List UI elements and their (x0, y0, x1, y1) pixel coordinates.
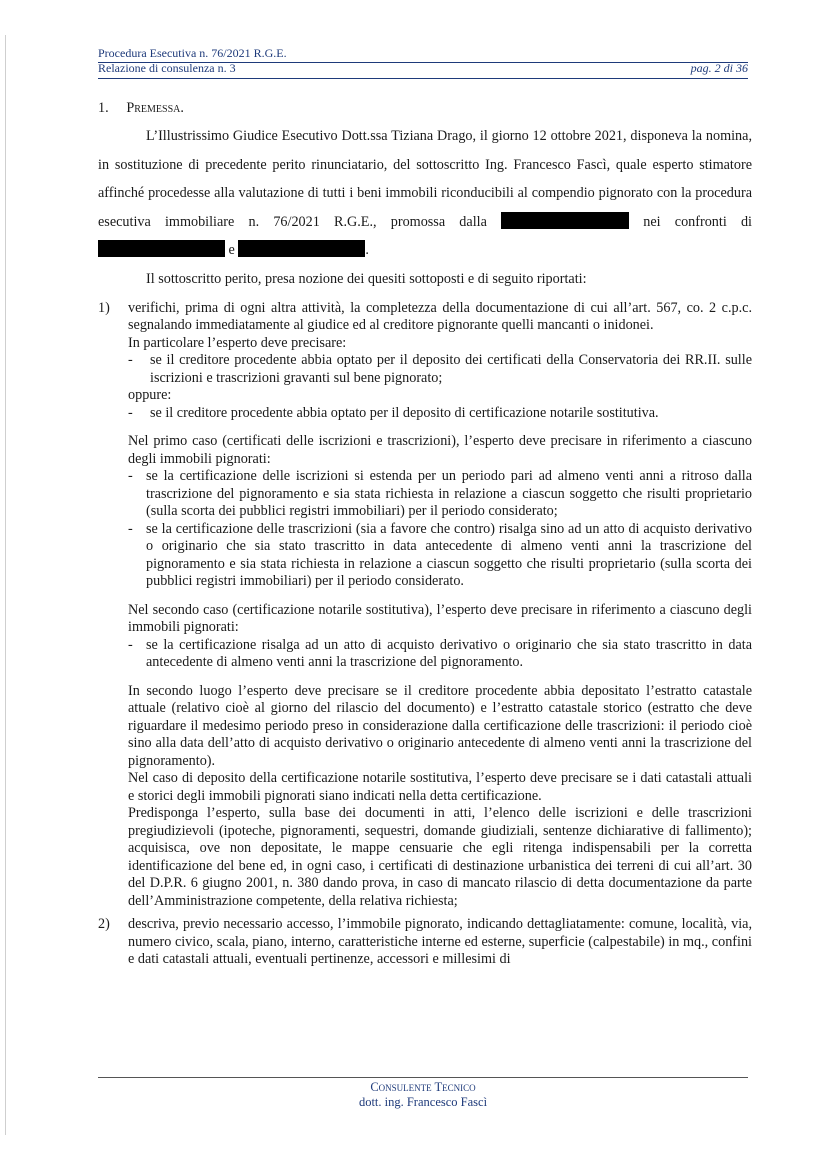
item1-luogo: In secondo luogo l’esperto deve precisare se il creditore procedente abbia depositato l’estratto catastale attuale (relativo cioè al giorno del rilascio del documento) e l’estratto catastale storico (estratto che deve riguardare il medesimo periodo preso in considerazione dalla certificazione delle trascrizioni: il periodo cioè sino alla data dell’atto di acquisto derivativo o originario antecedente di almeno venti anni la trascrizione del pignoramento). (128, 682, 752, 769)
header-rule-bottom (98, 78, 748, 79)
header-report: Relazione di consulenza n. 3 (98, 61, 236, 75)
dash-item: - se la certificazione delle iscrizioni si estenda per un periodo pari ad almeno venti anni a ritroso dalla trascrizione del pignoramento e sia stata richiesta in relazione a ciascun soggetto che risulti proprietario (sulla scorta dei pubblici registri immobiliari) per il periodo considerato; (128, 468, 752, 520)
item1-particolare: In particolare l’esperto deve precisare: (128, 334, 347, 351)
section-number: 1. (98, 100, 109, 116)
intro-text-and: e (228, 242, 235, 259)
header-rule-top (98, 62, 748, 63)
item1-deposito: Nel caso di deposito della certificazione notarile sostitutiva, l’esperto deve precisare se i dati catastali attuali e storici degli immobili pignorati siano indicati nella detta certificazione. (128, 770, 752, 804)
header-procedure: Procedura Esecutiva n. 76/2021 R.G.E. (98, 46, 287, 60)
page-edge-line (5, 35, 6, 1135)
dash-item: - se la certificazione delle trascrizioni (sia a favore che contro) risalga sino ad un atto di acquisto derivativo o originario che sia stato trascritto in data antecedente di almeno venti anni la trascrizione del pignoramento e sia stata richiesta in relazione a ciascun soggetto che risulti proprietario (sulla scorta dei pubblici registri immobiliari) per il periodo considerato. (128, 520, 752, 590)
page-footer (98, 1080, 748, 1110)
item1-dash3: se la certificazione delle iscrizioni si estenda per un periodo pari ad almeno venti anni a ritroso dalla trascrizione del pignoramento e sia stata richiesta in relazione a ciascun soggetto che risulti proprietario (sulla scorta dei pubblici registri immobiliari) per il periodo considerato; (146, 468, 752, 520)
dash-item: - se la certificazione risalga ad un atto di acquisto derivativo o originario che sia stato trascritto in data antecedente di almeno venti anni la trascrizione del pignoramento. (128, 636, 752, 671)
item1-dash1: se il creditore procedente abbia optato per il deposito dei certificati della Conservatoria dei RR.II. sulle iscrizioni e trascrizioni gravanti sul bene pignorato; (150, 352, 752, 386)
item1-primo: Nel primo caso (certificati delle iscrizioni e trascrizioni), l’esperto deve precisare in riferimento a ciascuno degli immobili pignorati: (128, 433, 752, 467)
redacted-creditor (501, 212, 629, 229)
item1-dash5: se la certificazione risalga ad un atto di acquisto derivativo o originario che sia stato trascritto in data antecedente di almeno venti anni la trascrizione del pignoramento. (146, 636, 752, 671)
item-number: 1) (98, 299, 110, 316)
intro-text-mid: nei confronti di (643, 213, 753, 230)
item1-dash4: se la certificazione delle trascrizioni (sia a favore che contro) risalga sino ad un atto di acquisto derivativo o originario che sia stato trascritto in data antecedente di almeno venti anni la trascrizione del pignoramento e sia stata richiesta in relazione a ciascun soggetto che risulti proprietario (sulla scorta dei pubblici registri immobiliari) per il periodo considerato. (146, 520, 752, 590)
redacted-debtor-1 (98, 240, 225, 257)
intro-text-end: . (365, 242, 369, 259)
dash-item: - se il creditore procedente abbia optato per il deposito di certificazione notarile sostitutiva. (128, 405, 752, 423)
intro-paragraph (98, 122, 752, 265)
list-item-2 (98, 916, 752, 969)
item1-oppure: oppure: (128, 387, 172, 404)
section-heading (98, 98, 752, 118)
intro-text: L’Illustrissimo Giudice Esecutivo Dott.ssa Tiziana Drago, il giorno 12 ottobre 2021, disponeva la nomina, in sostituzione di precedente perito rinunciatario, del sottoscritto Ing. Francesco Fascì, quale esperto stimatore affinché procedesse alla valutazione di tutti i beni immobili riconducibili al compendio pignorato con la procedura esecutiva immobiliare n. 76/2021 R.G.E., promossa dalla (98, 128, 752, 230)
redacted-debtor-2 (238, 240, 365, 257)
intro-paragraph-2: Il sottoscritto perito, presa nozione dei quesiti sottoposti e di seguito riportati: (146, 270, 587, 287)
document-body (98, 98, 752, 969)
item2-text: descriva, previo necessario accesso, l’immobile pignorato, indicando dettagliatamente: comune, località, via, numero civico, scala, piano, interno, caratteristiche interne ed esterne, superficie (calpestabile) in mq., confini e dati catastali attuali, eventuali pertinenze, accessori e millesimi di (128, 916, 752, 968)
item1-predisponga: Predisponga l’esperto, sulla base dei documenti in atti, l’elenco delle iscrizioni e delle trascrizioni pregiudizievoli (ipoteche, pignoramenti, sequestri, domande giudiziali, sentenze dichiarative di fallimento); acquisisca, ove non depositate, le mappe censuarie che egli ritenga indispensabili per la corretta identificazione del bene ed, in ogni caso, i certificati di destinazione urbanistica dei terreni di cui all’art. 30 del D.P.R. 6 giugno 2001, n. 380 dando prova, in caso di mancato rilascio di detta documentazione da parte dell’Amministrazione competente, della relativa richiesta; (128, 805, 752, 909)
dash-item: - se il creditore procedente abbia optato per il deposito dei certificati della Conservatoria dei RR.II. sulle iscrizioni e trascrizioni gravanti sul bene pignorato; (128, 352, 752, 386)
list-item-1 (98, 300, 752, 911)
item1-text: verifichi, prima di ogni altra attività, la completezza della documentazione di cui all’art. 567, co. 2 c.p.c. segnalando immediatamente al giudice ed al creditore pignorante quelli mancanti o inidonei. (128, 299, 752, 334)
item1-secondo: Nel secondo caso (certificazione notarile sostitutiva), l’esperto deve precisare in riferimento a ciascuno degli immobili pignorati: (128, 601, 752, 636)
section-title: Premessa. (126, 100, 184, 116)
footer-name: dott. ing. Francesco Fascì (358, 1095, 488, 1109)
footer-title: Consulente Tecnico (370, 1080, 476, 1094)
footer-rule (98, 1077, 748, 1078)
item-number: 2) (98, 916, 110, 933)
item1-dash2: se il creditore procedente abbia optato per il deposito di certificazione notarile sostitutiva. (150, 404, 659, 421)
header-page-number: pag. 2 di 36 (690, 61, 748, 75)
page-header (98, 46, 748, 76)
